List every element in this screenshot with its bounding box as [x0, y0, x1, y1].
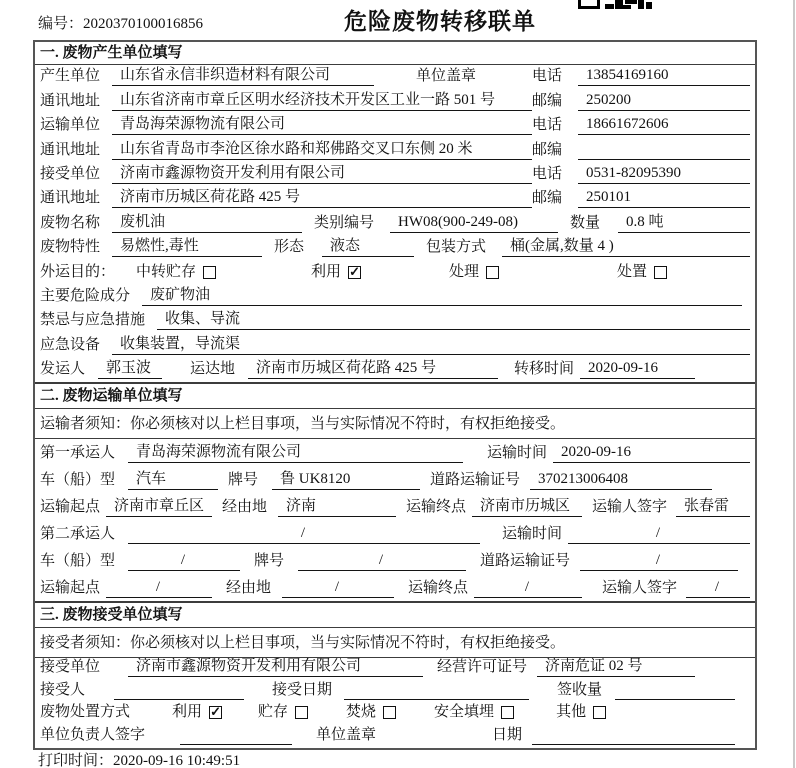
field-value: 250200	[578, 91, 750, 111]
checkbox-icon	[295, 706, 308, 719]
field-label: 经营许可证号	[437, 659, 528, 676]
checkbox-option	[449, 262, 499, 282]
field-label: 车（船）型	[40, 472, 116, 489]
field-label: 邮编	[532, 141, 563, 158]
field-label: 道路运输证号	[480, 553, 571, 570]
field-label: 经由地	[226, 580, 272, 597]
field-label: 道路运输证号	[430, 472, 521, 489]
field-value: 易燃性,毒性	[112, 237, 262, 257]
field-label: 数量	[570, 214, 601, 231]
field-value: 13854169160	[578, 66, 750, 86]
qr-block	[578, 0, 600, 9]
field-label: 废物处置方式	[40, 704, 131, 721]
field-label: 转移时间	[514, 361, 575, 378]
field-value: 济南市鑫源物资开发利用有限公司	[128, 658, 423, 677]
form-row	[35, 547, 755, 574]
field-label: 接受单位	[40, 165, 101, 182]
field-label: 废物特性	[40, 239, 101, 256]
checkbox-option	[311, 262, 361, 282]
checkbox-label: 利用	[311, 263, 342, 280]
field-value: /	[106, 578, 212, 598]
checkbox-label: 处置	[617, 263, 648, 280]
checkbox-icon	[654, 266, 667, 279]
field-label: 经由地	[222, 499, 268, 516]
form-row	[35, 725, 755, 747]
field-label: 运输者须知：你必须核对以上栏目事项，当与实际情况不符时，有权拒绝接受。	[40, 415, 566, 432]
qr-block	[623, 5, 631, 9]
form-row	[35, 236, 755, 260]
field-value: /	[298, 551, 466, 571]
qr-block	[615, 0, 623, 9]
section-1	[35, 42, 755, 382]
form-row	[35, 285, 755, 309]
field-label: 运输终点	[408, 580, 469, 597]
field-label: 牌号	[228, 472, 259, 489]
field-value: /	[282, 578, 394, 598]
checkbox-option	[136, 262, 216, 282]
field-value: 鲁 UK8120	[272, 470, 420, 490]
field-label: 发运人	[40, 361, 86, 378]
checkbox-checked-icon: ✓	[349, 263, 360, 279]
checkbox-option	[346, 703, 396, 722]
form-row	[35, 211, 755, 235]
field-value: HW08(900-249-08)	[390, 213, 558, 233]
section-header: 一. 废物产生单位填写	[35, 42, 755, 65]
qr-block	[646, 2, 652, 9]
field-value: 山东省永信非织造材料有限公司	[112, 66, 374, 86]
field-value: 18661672606	[578, 115, 750, 135]
field-value: 张春雷	[676, 497, 750, 517]
field-label: 接受日期	[272, 681, 333, 698]
field-label: 应急设备	[40, 336, 101, 353]
checkbox-label: 处理	[449, 263, 480, 280]
checkbox-icon	[486, 266, 499, 279]
field-label: 接受者须知：你必须核对以上栏目事项，当与实际情况不符时，有权拒绝接受。	[40, 634, 566, 651]
field-label: 运输起点	[40, 499, 101, 516]
field-label: 牌号	[254, 553, 285, 570]
form-row	[35, 163, 755, 187]
field-value: 济南市历城区荷花路 425 号	[248, 359, 498, 379]
field-label: 形态	[274, 239, 305, 256]
form-row	[35, 114, 755, 138]
checkbox-icon	[383, 706, 396, 719]
field-label: 运输时间	[487, 445, 548, 462]
field-label: 废物名称	[40, 214, 101, 231]
field-label: 第一承运人	[40, 445, 116, 462]
field-value	[532, 725, 735, 744]
form-row	[35, 493, 755, 520]
field-value: 250101	[578, 188, 750, 208]
checkbox-icon	[203, 266, 216, 279]
checkbox-label: 其他	[556, 704, 587, 721]
field-value: 济南市章丘区	[106, 497, 212, 517]
qr-code-fragment	[578, 0, 652, 10]
field-label: 运输起点	[40, 580, 101, 597]
checkbox-option	[556, 703, 606, 722]
print-time-label: 打印时间：	[38, 753, 114, 768]
form-row	[35, 439, 755, 466]
field-label: 电话	[532, 165, 563, 182]
field-value: 济南市历城区	[472, 497, 582, 517]
serial-value: 2020370100016856	[83, 16, 204, 32]
form-row	[35, 187, 755, 211]
field-label: 单位盖章	[316, 726, 377, 743]
field-value: 废矿物油	[142, 286, 742, 306]
field-value: 山东省济南市章丘区明水经济技术开发区工业一路 501 号	[112, 91, 532, 111]
print-time	[38, 749, 240, 768]
serial-label: 编号：	[38, 16, 84, 32]
field-label: 接受单位	[40, 659, 101, 676]
checkbox-label: 利用	[172, 704, 203, 721]
qr-block	[638, 0, 644, 9]
field-value: /	[474, 578, 582, 598]
field-value: /	[686, 578, 750, 598]
field-value: 济南市鑫源物资开发利用有限公司	[112, 164, 532, 184]
form-row	[35, 333, 755, 357]
field-label: 邮编	[532, 92, 563, 109]
field-label: 禁忌与应急措施	[40, 312, 146, 329]
form-row	[35, 309, 755, 333]
field-label: 车（船）型	[40, 553, 116, 570]
field-value: 2020-09-16	[580, 359, 695, 379]
field-value: 桶(金属,数量 4 )	[502, 237, 750, 257]
field-label: 邮编	[532, 190, 563, 207]
print-time-value: 2020-09-16 10:49:51	[113, 753, 241, 768]
field-label: 包装方式	[426, 239, 487, 256]
section-header: 三. 废物接受单位填写	[35, 603, 755, 628]
field-value: 汽车	[128, 470, 218, 490]
field-label: 通讯地址	[40, 92, 101, 109]
checkbox-icon	[501, 706, 514, 719]
field-value: 山东省青岛市李沧区徐水路和郑佛路交叉口东侧 20 米	[112, 140, 532, 160]
form-row	[35, 574, 755, 601]
field-label: 签收量	[557, 681, 603, 698]
qr-block	[625, 0, 637, 4]
field-value	[578, 140, 750, 160]
checkbox-label: 安全填埋	[434, 704, 495, 721]
field-value: /	[580, 551, 738, 571]
field-label: 运输人签字	[592, 499, 668, 516]
page-title: 危险废物转移联单	[344, 9, 536, 34]
field-value: /	[128, 524, 480, 544]
field-value: 收集装置，导流渠	[112, 335, 750, 355]
field-value: 液态	[322, 237, 414, 257]
field-value: 济南	[278, 497, 396, 517]
checkbox-label: 焚烧	[346, 704, 377, 721]
checkbox-label: 贮存	[258, 704, 289, 721]
form-row	[35, 138, 755, 162]
document-header	[0, 0, 796, 40]
field-label: 单位负责人签字	[40, 726, 146, 743]
checkbox-option	[617, 262, 667, 282]
field-label: 运输时间	[502, 526, 563, 543]
page-edge-line	[793, 0, 795, 768]
field-value: /	[128, 551, 240, 571]
field-label: 通讯地址	[40, 190, 101, 207]
field-value: 收集、导流	[157, 310, 750, 330]
form-row	[35, 628, 755, 658]
field-label: 日期	[492, 726, 523, 743]
checkbox-option	[172, 703, 222, 722]
form-row	[35, 358, 755, 382]
field-value	[180, 725, 292, 744]
form-row	[35, 260, 755, 284]
field-value: /	[568, 524, 750, 544]
field-value: 郭玉波	[98, 359, 162, 379]
field-label: 运输人签字	[602, 580, 678, 597]
form-row	[35, 65, 755, 89]
field-value: 370213006408	[530, 470, 712, 490]
field-label: 外运目的：	[40, 263, 116, 280]
field-label: 第二承运人	[40, 526, 116, 543]
field-label: 运输单位	[40, 117, 101, 134]
field-label: 运达地	[190, 361, 236, 378]
field-label: 类别编号	[314, 214, 375, 231]
field-value: 0531-82095390	[578, 164, 750, 184]
field-label: 电话	[532, 117, 563, 134]
checkbox-checked-icon: ✓	[210, 704, 221, 720]
field-label: 电话	[532, 68, 563, 85]
field-value: 青岛海荣源物流有限公司	[112, 115, 532, 135]
checkbox-label: 中转贮存	[136, 263, 197, 280]
field-value	[344, 680, 529, 699]
form-row	[35, 680, 755, 702]
field-label: 接受人	[40, 681, 86, 698]
checkbox-option	[434, 703, 514, 722]
section-header: 二. 废物运输单位填写	[35, 384, 755, 409]
form-row	[35, 409, 755, 439]
qr-block	[605, 4, 614, 9]
checkbox-option	[258, 703, 308, 722]
form-row	[35, 466, 755, 493]
field-value: 废机油	[112, 213, 302, 233]
checkbox-icon	[593, 706, 606, 719]
field-value: 2020-09-16	[553, 443, 750, 463]
field-label: 通讯地址	[40, 141, 101, 158]
field-value: 济南市历城区荷花路 425 号	[112, 188, 532, 208]
section-2	[35, 382, 755, 601]
field-value	[615, 680, 735, 699]
field-value: 0.8 吨	[618, 213, 750, 233]
field-value: 济南危证 02 号	[537, 658, 695, 677]
field-label: 主要危险成分	[40, 287, 131, 304]
form-row	[35, 89, 755, 113]
form-row	[35, 658, 755, 680]
manifest-form	[33, 40, 757, 750]
form-row	[35, 703, 755, 725]
section-3	[35, 601, 755, 748]
form-row	[35, 520, 755, 547]
field-value	[114, 680, 244, 699]
field-label: 产生单位	[40, 68, 101, 85]
static-text: 单位盖章	[416, 68, 477, 85]
field-value: 青岛海荣源物流有限公司	[128, 443, 463, 463]
field-label: 运输终点	[406, 499, 467, 516]
